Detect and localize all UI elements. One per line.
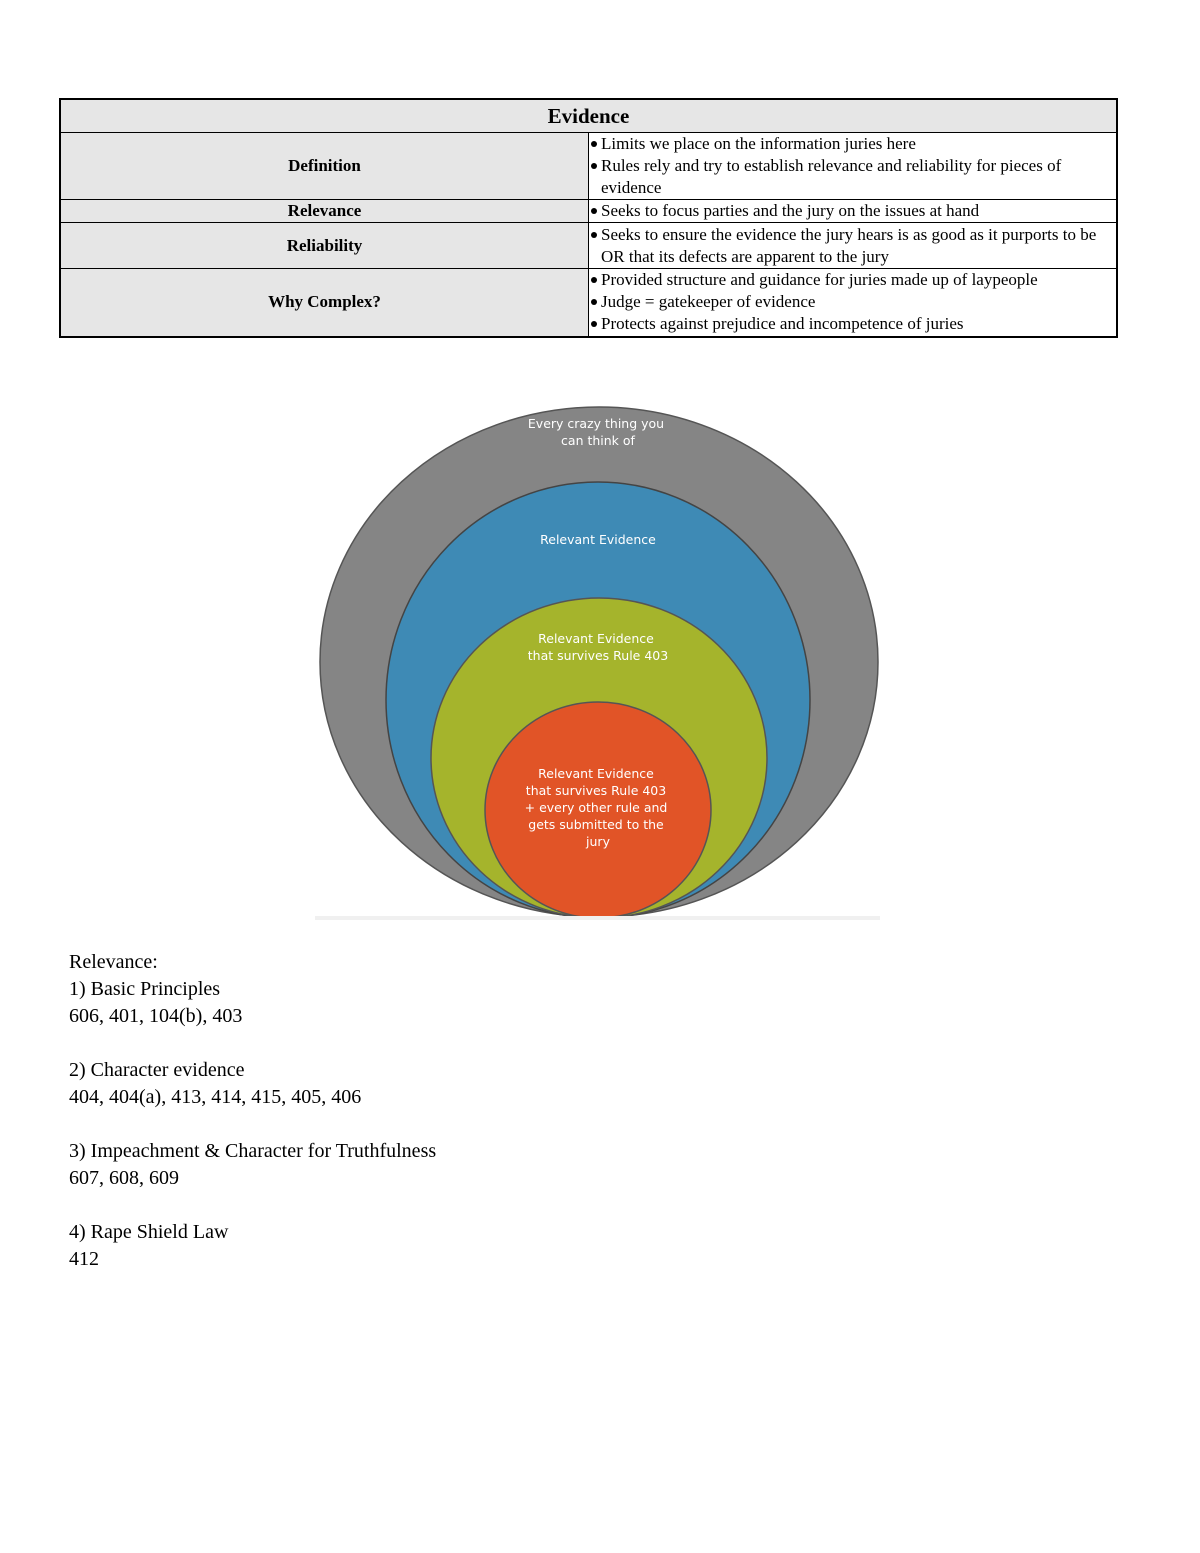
- row-content: [589, 200, 1118, 223]
- label-line: + every other rule and: [524, 800, 668, 815]
- evidence-table: [59, 98, 1118, 338]
- bullet-item: Limits we place on the information juries here: [589, 133, 1116, 155]
- table-row-relevance: [60, 200, 1117, 223]
- table-row-definition: [60, 133, 1117, 200]
- row-label: Why Complex?: [60, 269, 589, 337]
- relevance-notes: [69, 949, 436, 1273]
- notes-heading: Relevance:: [69, 951, 158, 973]
- section-rules: 606, 401, 104(b), 403: [69, 1005, 243, 1027]
- row-label: Relevance: [60, 200, 589, 223]
- table-row-why-complex: [60, 269, 1117, 337]
- row-content: [589, 223, 1118, 269]
- label-line: Relevant Evidence: [538, 766, 654, 781]
- circle-label: [540, 532, 656, 547]
- table-title: Evidence: [60, 99, 1117, 133]
- label-line: Relevant Evidence: [540, 532, 656, 547]
- bullet-item: Provided structure and guidance for juries made up of laypeople: [589, 269, 1116, 291]
- bullet-item: Seeks to ensure the evidence the jury hears is as good as it purports to be OR that its defects are apparent to the jury: [589, 224, 1116, 268]
- row-label: Definition: [60, 133, 589, 200]
- label-line: jury: [586, 834, 610, 849]
- section-title: 1) Basic Principles: [69, 978, 221, 1000]
- label-line: Relevant Evidence: [538, 631, 654, 646]
- label-line: that survives Rule 403: [525, 783, 667, 798]
- bullet-item: Protects against prejudice and incompetence of juries: [589, 313, 1116, 335]
- section-title: 3) Impeachment & Character for Truthfulness: [69, 1140, 437, 1162]
- section-title: 4) Rape Shield Law: [69, 1221, 229, 1243]
- table-row-reliability: [60, 223, 1117, 269]
- nested-circles-diagram: [300, 360, 900, 930]
- section-rules: 412: [69, 1248, 99, 1270]
- label-line: that survives Rule 403: [527, 648, 669, 663]
- row-content: [589, 269, 1118, 337]
- bullet-item: Seeks to focus parties and the jury on the issues at hand: [589, 200, 1116, 222]
- row-content: [589, 133, 1118, 200]
- label-line: Every crazy thing you: [527, 416, 665, 431]
- bullet-item: Judge = gatekeeper of evidence: [589, 291, 1116, 313]
- label-line: can think of: [561, 433, 635, 448]
- label-line: gets submitted to the: [528, 817, 664, 832]
- bullet-item: Rules rely and try to establish relevance and reliability for pieces of evidence: [589, 155, 1116, 199]
- section-rules: 607, 608, 609: [69, 1167, 179, 1189]
- row-label: Reliability: [60, 223, 589, 269]
- table-title-row: [60, 99, 1117, 133]
- section-rules: 404, 404(a), 413, 414, 415, 405, 406: [69, 1086, 362, 1108]
- section-title: 2) Character evidence: [69, 1059, 245, 1081]
